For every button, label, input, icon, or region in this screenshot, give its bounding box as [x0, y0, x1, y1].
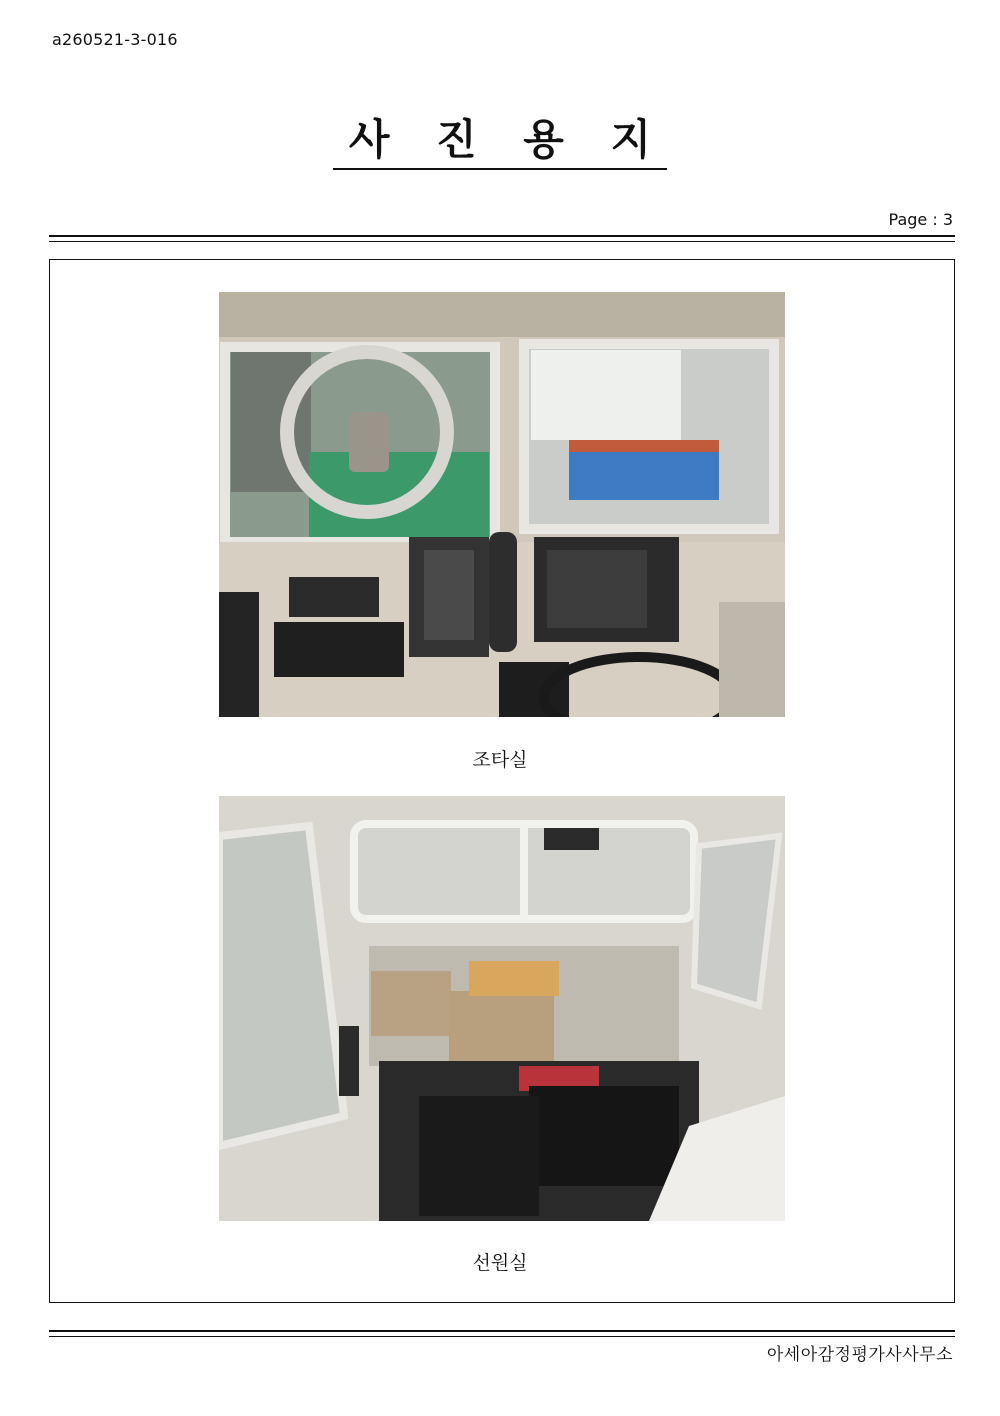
photo-wheelhouse — [219, 292, 785, 717]
footer-divider — [49, 1330, 955, 1337]
page-title-wrap — [0, 112, 1000, 170]
photo-crew-quarters — [219, 796, 785, 1221]
photo-caption: 선원실 — [472, 1252, 528, 1274]
header-divider — [49, 235, 955, 242]
page-number: Page : 3 — [888, 210, 953, 229]
document-id: a260521-3-016 — [52, 30, 178, 49]
photo-caption: 조타실 — [472, 749, 528, 771]
footer-company: 아세아감정평가사사무소 — [766, 1345, 953, 1365]
page-title: 사 진 용 지 — [333, 112, 667, 170]
